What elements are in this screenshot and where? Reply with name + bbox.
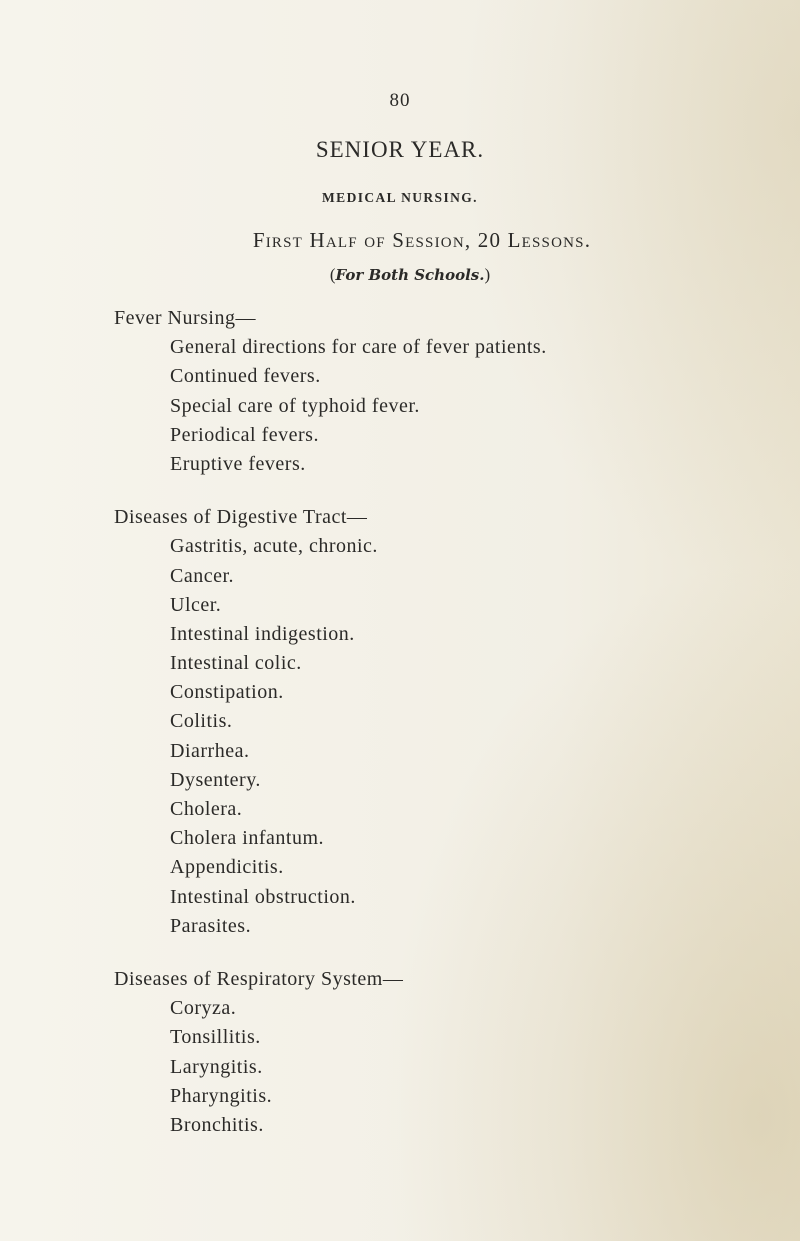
- section-title: SENIOR YEAR.: [315, 137, 485, 162]
- group-title: Diseases of Digestive Tract—: [114, 506, 368, 529]
- schools-note-open: (: [329, 265, 336, 284]
- list-item: Appendicitis.: [170, 856, 284, 879]
- session-heading: First Half of Session, 20 Lessons.: [252, 228, 592, 252]
- list-item: Parasites.: [170, 914, 252, 937]
- schools-note: [0, 265, 800, 285]
- list-item: Colitis.: [170, 710, 233, 733]
- list-item: Dysentery.: [170, 768, 261, 791]
- list-item: Cholera infantum.: [170, 827, 325, 850]
- group-title: Diseases of Respiratory System—: [114, 967, 404, 990]
- schools-note-close: ): [484, 265, 491, 284]
- list-item: Cancer.: [170, 564, 235, 587]
- list-item: Pharyngitis.: [170, 1084, 273, 1107]
- list-item: Gastritis, acute, chronic.: [170, 535, 378, 558]
- list-item: Intestinal obstruction.: [170, 885, 356, 908]
- list-item: Coryza.: [170, 997, 237, 1020]
- list-item: Eruptive fevers.: [170, 452, 306, 475]
- list-item: Tonsillitis.: [170, 1026, 261, 1049]
- topic-list: [114, 304, 764, 1164]
- topic-group-respiratory-system: [114, 965, 764, 1140]
- list-item: Cholera.: [170, 798, 243, 820]
- list-item: Bronchitis.: [170, 1113, 264, 1136]
- list-item: Diarrhea.: [170, 739, 250, 762]
- topic-group-fever-nursing: [114, 304, 764, 479]
- list-item: Laryngitis.: [170, 1055, 263, 1078]
- list-item: Intestinal indigestion.: [170, 622, 355, 645]
- page-number: 80: [389, 90, 411, 111]
- course-subtitle: MEDICAL NURSING.: [322, 190, 478, 205]
- list-item: Special care of typhoid fever.: [170, 394, 420, 417]
- list-item: Constipation.: [170, 681, 284, 704]
- list-item: Periodical fevers.: [170, 423, 319, 446]
- schools-note-text: For Both Schools.: [335, 266, 485, 284]
- list-item: Ulcer.: [170, 593, 222, 616]
- group-title: Fever Nursing—: [114, 307, 256, 329]
- list-item: Intestinal colic.: [170, 652, 302, 675]
- list-item: Continued fevers.: [170, 365, 321, 388]
- topic-group-digestive-tract: [114, 503, 764, 941]
- list-item: General directions for care of fever patients.: [170, 336, 547, 359]
